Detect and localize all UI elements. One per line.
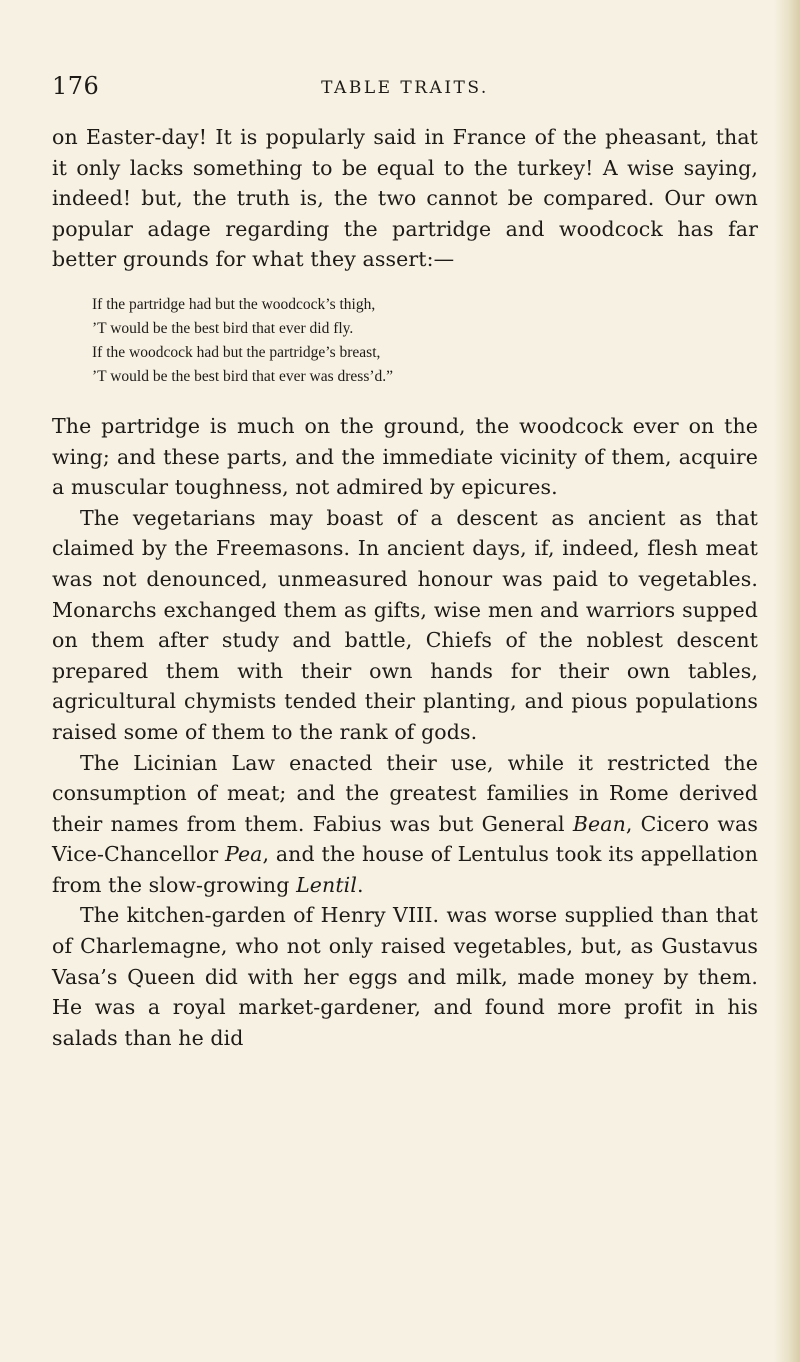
italic-bean: Bean xyxy=(572,811,626,836)
book-page xyxy=(52,68,758,1053)
paragraph-licinian-law xyxy=(52,748,758,901)
verse-line: If the woodcock had but the partridge’s breast, xyxy=(92,343,381,361)
paragraph-kitchen-garden: The kitchen-garden of Henry VIII. was worse supplied than that of Charlemagne, who not only raised vegetables, but, as Gustavus Vasa’s Queen did with her eggs and milk, made money by them. He was a royal market-gardener, and found more profit in his salads than he did xyxy=(52,903,758,1050)
verse-quote xyxy=(92,293,758,389)
paragraph-easter: on Easter-day! It is popularly said in France of the pheasant, that it only lacks something to be equal to the turkey! A wise saying, indeed! but, the truth is, the two cannot be compared. Our own popular adage regarding the partridge and woodcock has far better grounds for what they assert:— xyxy=(52,125,758,272)
text-run: , and the house of Lentulus took its appellation from the slow-growing xyxy=(52,842,758,897)
paragraph-vegetarians: The vegetarians may boast of a descent as ancient as that claimed by the Freemasons. In ancient days, if, indeed, flesh meat was not denounced, unmeasured honour was paid to vegetables. Monarchs exchanged them as gifts, wise men and warriors supped on them after study and battle, Chiefs of the noblest descent prepared them with their own hands for their own tables, agricultural chymists tended their planting, and pious populations raised some of them to the rank of gods. xyxy=(52,505,758,744)
text-run: The Licinian Law enacted their use, while it restricted the consumption of meat; and the greatest families in Rome derived their names from them. Fabius was but General xyxy=(52,750,758,836)
verse-line: If the partridge had but the woodcock’s thigh, xyxy=(92,295,376,313)
verse-line: ’T would be the best bird that ever did fly. xyxy=(92,319,354,337)
running-head xyxy=(52,68,758,108)
text-run: , Cicero was Vice-Chancellor xyxy=(52,811,758,867)
running-title: TABLE TRAITS. xyxy=(321,78,489,98)
italic-lentil: Lentil xyxy=(296,872,357,897)
verse-line: ’T would be the best bird that ever was dress’d.” xyxy=(92,367,394,385)
page-number: 176 xyxy=(52,72,100,100)
text-run: . xyxy=(356,872,364,897)
italic-pea: Pea xyxy=(224,842,263,867)
page-edge-shadow xyxy=(774,0,800,1362)
paragraph-partridge: The partridge is much on the ground, the woodcock ever on the wing; and these parts, and the immediate vicinity of them, acquire a muscular toughness, not admired by epicures. xyxy=(52,413,758,500)
